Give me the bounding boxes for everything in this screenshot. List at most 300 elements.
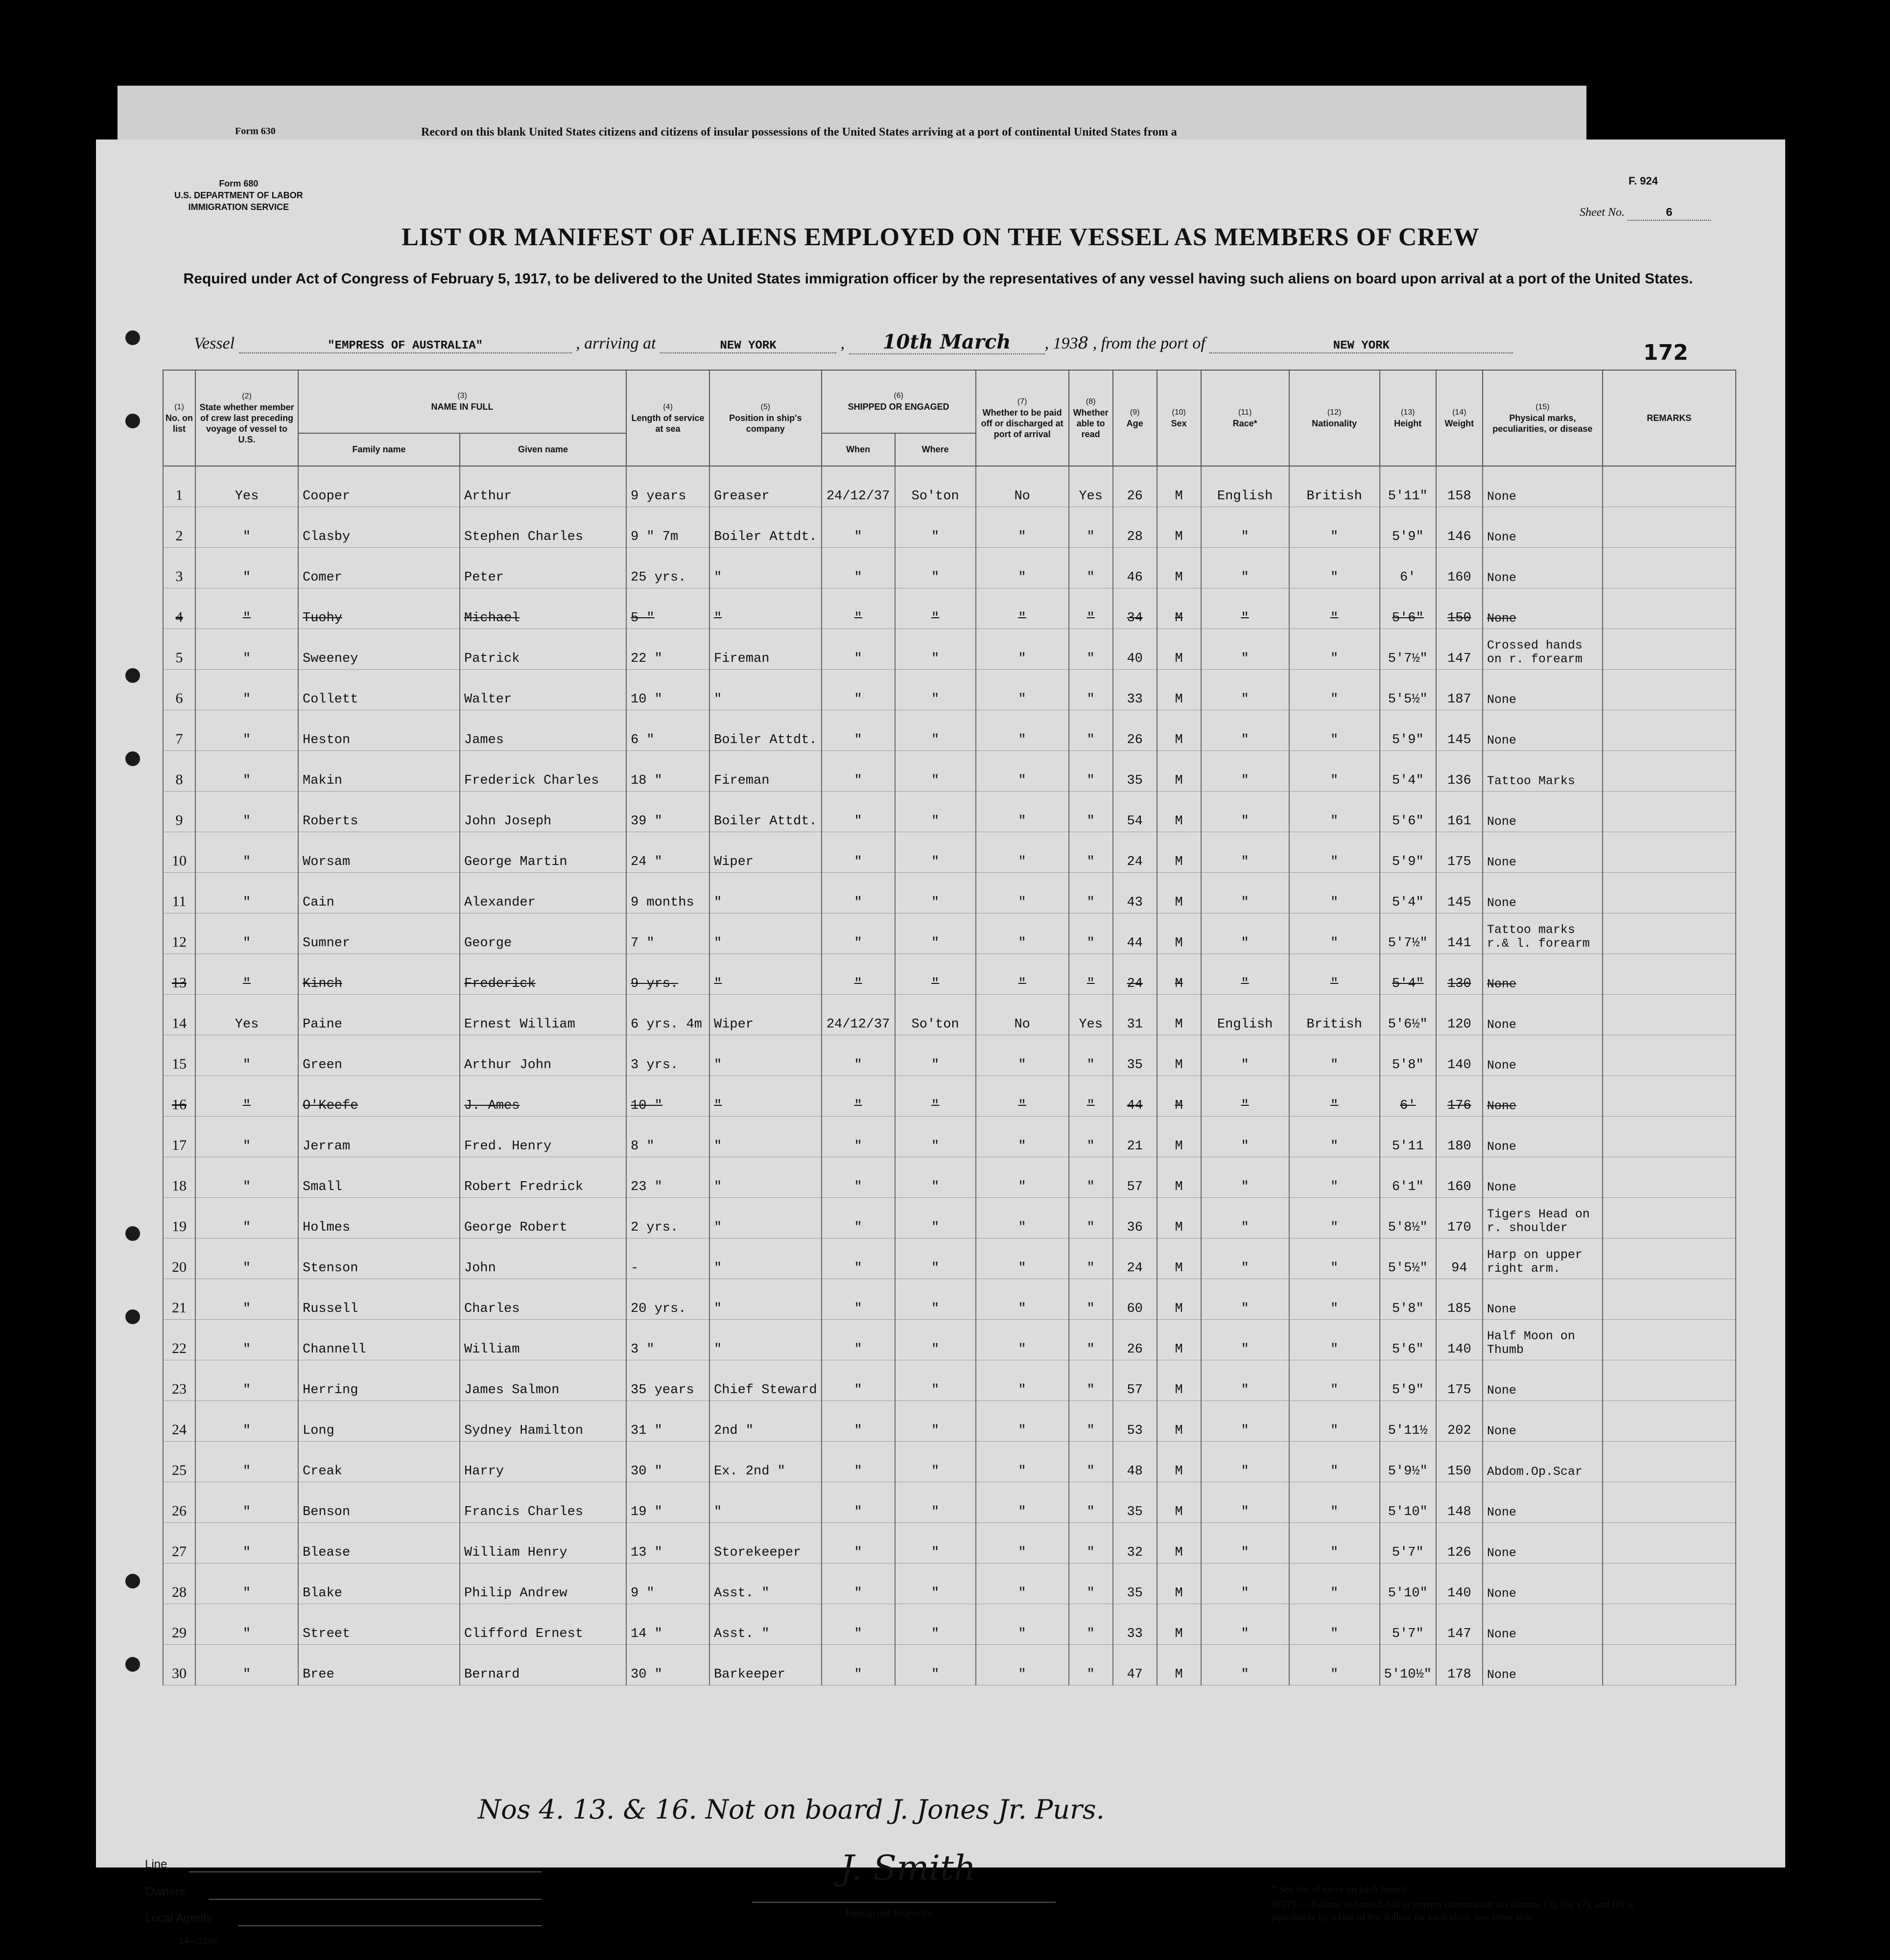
cell-position: Chief Steward [709, 1360, 822, 1401]
cell-paid-off: " [976, 954, 1069, 995]
cell-remarks [1603, 629, 1736, 670]
cell-sex: M [1157, 873, 1201, 913]
cell-weight: 148 [1436, 1482, 1483, 1523]
cell-shipped-when: " [822, 1320, 895, 1360]
cell-physical-marks: Half Moon on Thumb [1483, 1320, 1603, 1360]
cell-paid-off: " [976, 1238, 1069, 1279]
cell-service-length: 14 " [626, 1604, 709, 1645]
cell-race: " [1201, 1157, 1289, 1198]
cell-age: 44 [1113, 913, 1157, 954]
cell-given-name: Harry [460, 1442, 626, 1482]
cell-sex: M [1157, 588, 1201, 629]
cell-age: 40 [1113, 629, 1157, 670]
cell-physical-marks: None [1483, 1401, 1603, 1442]
cell-race: " [1201, 1035, 1289, 1076]
cell-nationality: " [1289, 1360, 1380, 1401]
cell-paid-off: " [976, 1442, 1069, 1482]
cell-sex: M [1157, 1279, 1201, 1320]
cell-row-number: 18 [163, 1157, 195, 1198]
cell-service-length: 9 years [626, 466, 709, 507]
cell-paid-off: " [976, 507, 1069, 548]
cell-race: " [1201, 873, 1289, 913]
cell-race: " [1201, 548, 1289, 588]
cell-shipped-when: " [822, 1238, 895, 1279]
cell-weight: 126 [1436, 1523, 1483, 1563]
cell-given-name: John [460, 1238, 626, 1279]
cell-family-name: Stenson [298, 1238, 460, 1279]
cell-row-number: 11 [163, 873, 195, 913]
year-prefix: , 193 [1044, 334, 1078, 352]
cell-shipped-where: So'ton [895, 995, 976, 1035]
cell-physical-marks: None [1483, 1076, 1603, 1117]
table-row [163, 832, 1736, 873]
cell-previous-voyage: " [195, 751, 298, 792]
cell-shipped-when: " [822, 1117, 895, 1157]
cell-given-name: George Martin [460, 832, 626, 873]
table-row [163, 1320, 1736, 1360]
cell-position: Asst. " [709, 1563, 822, 1604]
cell-physical-marks: None [1483, 1279, 1603, 1320]
cell-shipped-when: " [822, 548, 895, 588]
cell-row-number: 10 [163, 832, 195, 873]
cell-remarks [1603, 751, 1736, 792]
cell-family-name: O'Keefe [298, 1076, 460, 1117]
cell-race: " [1201, 1401, 1289, 1442]
cell-weight: 158 [1436, 466, 1483, 507]
cell-race: " [1201, 1117, 1289, 1157]
cell-weight: 160 [1436, 548, 1483, 588]
cell-race: " [1201, 832, 1289, 873]
form-number: Form 680 [219, 179, 259, 188]
cell-remarks [1603, 1360, 1736, 1401]
cell-row-number: 30 [163, 1645, 195, 1685]
cell-age: 54 [1113, 792, 1157, 832]
cell-able-to-read: " [1069, 507, 1113, 548]
cell-row-number: 9 [163, 792, 195, 832]
cell-given-name: Walter [460, 670, 626, 710]
department-name: U.S. DEPARTMENT OF LABOR [174, 190, 303, 200]
cell-weight: 94 [1436, 1238, 1483, 1279]
cell-race: " [1201, 588, 1289, 629]
cell-sex: M [1157, 1035, 1201, 1076]
cell-nationality: " [1289, 792, 1380, 832]
cell-position: Wiper [709, 995, 822, 1035]
cell-able-to-read: " [1069, 1076, 1113, 1117]
cell-position: " [709, 954, 822, 995]
cell-height: 5'10½" [1380, 1645, 1436, 1685]
cell-nationality: " [1289, 751, 1380, 792]
cell-service-length: 9 " [626, 1563, 709, 1604]
cell-position: " [709, 913, 822, 954]
cell-family-name: Roberts [298, 792, 460, 832]
cell-age: 57 [1113, 1360, 1157, 1401]
cell-physical-marks: None [1483, 1035, 1603, 1076]
cell-physical-marks: Abdom.Op.Scar [1483, 1442, 1603, 1482]
cell-remarks [1603, 1401, 1736, 1442]
cell-previous-voyage: Yes [195, 995, 298, 1035]
cell-paid-off: " [976, 913, 1069, 954]
cell-shipped-when: " [822, 1645, 895, 1685]
cell-shipped-when: " [822, 1198, 895, 1238]
cell-height: 5'10" [1380, 1482, 1436, 1523]
cell-nationality: " [1289, 1523, 1380, 1563]
cell-paid-off: " [976, 832, 1069, 873]
cell-shipped-when: 24/12/37 [822, 466, 895, 507]
cell-shipped-where: " [895, 1360, 976, 1401]
back-sheet-text: Record on this blank United States citizens and citizens of insular possessions of the United States arriving at a port of continental United States from a [421, 126, 1177, 139]
cell-family-name: Long [298, 1401, 460, 1442]
cell-race: " [1201, 629, 1289, 670]
cell-able-to-read: " [1069, 1035, 1113, 1076]
punch-hole [125, 1226, 140, 1241]
cell-able-to-read: " [1069, 1117, 1113, 1157]
cell-weight: 202 [1436, 1401, 1483, 1442]
cell-family-name: Cooper [298, 466, 460, 507]
cell-height: 5'9" [1380, 832, 1436, 873]
table-row [163, 670, 1736, 710]
cell-family-name: Comer [298, 548, 460, 588]
cell-given-name: Frederick Charles [460, 751, 626, 792]
vessel-line: Vessel "EMPRESS OF AUSTRALIA" , arriving at NEW YORK , 10th March , 1938 , from the port of NEW YORK [194, 330, 1513, 354]
cell-nationality: " [1289, 1563, 1380, 1604]
cell-shipped-where: " [895, 1320, 976, 1360]
cell-previous-voyage: " [195, 1279, 298, 1320]
cell-shipped-when: " [822, 792, 895, 832]
cell-height: 5'11" [1380, 466, 1436, 507]
cell-row-number: 12 [163, 913, 195, 954]
cell-position: " [709, 1279, 822, 1320]
cell-height: 5'11 [1380, 1117, 1436, 1157]
cell-nationality: " [1289, 873, 1380, 913]
cell-weight: 187 [1436, 670, 1483, 710]
col-where-header: Where [895, 433, 976, 466]
cell-position: " [709, 1117, 822, 1157]
cell-age: 21 [1113, 1117, 1157, 1157]
cell-height: 5'6" [1380, 588, 1436, 629]
cell-physical-marks: None [1483, 995, 1603, 1035]
cell-given-name: Frederick [460, 954, 626, 995]
cell-shipped-when: " [822, 1360, 895, 1401]
cell-service-length: 6 " [626, 710, 709, 751]
handwritten-note: Nos 4. 13. & 16. Not on board J. Jones Jr. Purs. [478, 1794, 1105, 1825]
cell-able-to-read: " [1069, 1482, 1113, 1523]
cell-shipped-where: " [895, 792, 976, 832]
form-code: 14—1246 [179, 1936, 218, 1946]
cell-shipped-where: " [895, 1238, 976, 1279]
cell-height: 5'6" [1380, 792, 1436, 832]
cell-age: 34 [1113, 588, 1157, 629]
cell-remarks [1603, 1157, 1736, 1198]
cell-remarks [1603, 1238, 1736, 1279]
cell-given-name: Peter [460, 548, 626, 588]
cell-height: 5'7" [1380, 1523, 1436, 1563]
cell-sex: M [1157, 1523, 1201, 1563]
cell-given-name: William [460, 1320, 626, 1360]
cell-able-to-read: " [1069, 751, 1113, 792]
cell-previous-voyage: " [195, 1035, 298, 1076]
cell-height: 5'4" [1380, 954, 1436, 995]
cell-paid-off: " [976, 1360, 1069, 1401]
cell-paid-off: " [976, 1076, 1069, 1117]
cell-able-to-read: " [1069, 913, 1113, 954]
cell-previous-voyage: " [195, 507, 298, 548]
cell-shipped-where: " [895, 1076, 976, 1117]
cell-service-length: 39 " [626, 792, 709, 832]
cell-family-name: Russell [298, 1279, 460, 1320]
back-sheet-form: Form 630 [235, 126, 276, 137]
cell-nationality: " [1289, 1198, 1380, 1238]
cell-previous-voyage: " [195, 548, 298, 588]
col-nationality-header: (12) Nationality [1289, 370, 1380, 466]
punch-hole [125, 1309, 140, 1324]
cell-shipped-when: " [822, 873, 895, 913]
cell-row-number: 1 [163, 466, 195, 507]
cell-service-length: 22 " [626, 629, 709, 670]
cell-service-length: 31 " [626, 1401, 709, 1442]
cell-race: English [1201, 466, 1289, 507]
cell-able-to-read: " [1069, 1198, 1113, 1238]
sheet-number: 6 [1628, 207, 1711, 221]
cell-family-name: Green [298, 1035, 460, 1076]
cell-shipped-where: " [895, 832, 976, 873]
fine-note: NOTE.—Failure to furnish full or correct information in columns (3), (6), (7), and (8) is punishable by a fine of ten dollars for each alien. See other side. [1271, 1898, 1634, 1923]
cell-height: 5'10" [1380, 1563, 1436, 1604]
cell-age: 44 [1113, 1076, 1157, 1117]
cell-paid-off: " [976, 1482, 1069, 1523]
cell-given-name: John Joseph [460, 792, 626, 832]
cell-able-to-read: " [1069, 1645, 1113, 1685]
cell-previous-voyage: " [195, 710, 298, 751]
inspector-label: Immigrant Inspector. [845, 1907, 936, 1919]
cell-physical-marks: None [1483, 873, 1603, 913]
cell-previous-voyage: " [195, 792, 298, 832]
cell-able-to-read: " [1069, 1442, 1113, 1482]
cell-height: 5'6" [1380, 1320, 1436, 1360]
cell-row-number: 26 [163, 1482, 195, 1523]
cell-shipped-where: So'ton [895, 466, 976, 507]
cell-position: Boiler Attdt. [709, 792, 822, 832]
cell-position: " [709, 873, 822, 913]
f-number: F. 924 [1629, 175, 1658, 187]
cell-given-name: Sydney Hamilton [460, 1401, 626, 1442]
cell-row-number: 16 [163, 1076, 195, 1117]
cell-weight: 161 [1436, 792, 1483, 832]
cell-shipped-when: " [822, 1035, 895, 1076]
cell-position: " [709, 1076, 822, 1117]
cell-shipped-where: " [895, 1198, 976, 1238]
cell-nationality: " [1289, 832, 1380, 873]
cell-shipped-where: " [895, 1401, 976, 1442]
cell-shipped-where: " [895, 629, 976, 670]
cell-weight: 140 [1436, 1563, 1483, 1604]
cell-race: " [1201, 1320, 1289, 1360]
cell-given-name: Bernard [460, 1645, 626, 1685]
cell-row-number: 25 [163, 1442, 195, 1482]
cell-row-number: 24 [163, 1401, 195, 1442]
cell-row-number: 23 [163, 1360, 195, 1401]
cell-height: 5'9" [1380, 710, 1436, 751]
cell-race: " [1201, 1645, 1289, 1685]
cell-race: " [1201, 1279, 1289, 1320]
cell-previous-voyage: " [195, 1238, 298, 1279]
cell-weight: 150 [1436, 588, 1483, 629]
cell-shipped-where: " [895, 1117, 976, 1157]
cell-physical-marks: None [1483, 710, 1603, 751]
col-weight-header: (14) Weight [1436, 370, 1483, 466]
cell-race: " [1201, 1604, 1289, 1645]
cell-sex: M [1157, 466, 1201, 507]
cell-sex: M [1157, 1238, 1201, 1279]
cell-weight: 150 [1436, 1442, 1483, 1482]
page-number: 172 [1643, 340, 1688, 365]
crew-rows [163, 466, 1736, 1685]
cell-age: 24 [1113, 1238, 1157, 1279]
cell-remarks [1603, 1320, 1736, 1360]
cell-position: " [709, 1035, 822, 1076]
cell-nationality: " [1289, 954, 1380, 995]
cell-position: Greaser [709, 466, 822, 507]
col-given-name-header: Given name [460, 433, 626, 466]
owners-label: Owners [145, 1885, 186, 1898]
cell-row-number: 3 [163, 548, 195, 588]
cell-physical-marks: None [1483, 588, 1603, 629]
cell-previous-voyage: " [195, 1442, 298, 1482]
cell-physical-marks: None [1483, 1117, 1603, 1157]
arriving-port: NEW YORK [660, 339, 836, 353]
cell-previous-voyage: " [195, 629, 298, 670]
cell-nationality: " [1289, 1117, 1380, 1157]
cell-nationality: " [1289, 1035, 1380, 1076]
cell-race: " [1201, 1238, 1289, 1279]
cell-service-length: 9 yrs. [626, 954, 709, 995]
cell-remarks [1603, 792, 1736, 832]
cell-family-name: Sweeney [298, 629, 460, 670]
cell-physical-marks: None [1483, 1645, 1603, 1685]
cell-sex: M [1157, 913, 1201, 954]
cell-service-length: 3 yrs. [626, 1035, 709, 1076]
cell-service-length: 18 " [626, 751, 709, 792]
cell-paid-off: " [976, 629, 1069, 670]
cell-given-name: Philip Andrew [460, 1563, 626, 1604]
cell-nationality: " [1289, 710, 1380, 751]
cell-family-name: Holmes [298, 1198, 460, 1238]
cell-row-number: 2 [163, 507, 195, 548]
cell-position: Boiler Attdt. [709, 710, 822, 751]
cell-position: 2nd " [709, 1401, 822, 1442]
cell-previous-voyage: " [195, 1523, 298, 1563]
cell-weight: 140 [1436, 1320, 1483, 1360]
cell-sex: M [1157, 832, 1201, 873]
cell-sex: M [1157, 1117, 1201, 1157]
cell-given-name: Patrick [460, 629, 626, 670]
cell-family-name: Benson [298, 1482, 460, 1523]
cell-height: 5'6½" [1380, 995, 1436, 1035]
table-row [163, 1076, 1736, 1117]
cell-nationality: " [1289, 1279, 1380, 1320]
cell-able-to-read: " [1069, 1401, 1113, 1442]
cell-age: 47 [1113, 1645, 1157, 1685]
cell-paid-off: " [976, 1157, 1069, 1198]
cell-age: 28 [1113, 507, 1157, 548]
cell-sex: M [1157, 1320, 1201, 1360]
cell-service-length: 10 " [626, 1076, 709, 1117]
cell-paid-off: " [976, 1523, 1069, 1563]
cell-height: 5'9" [1380, 1360, 1436, 1401]
cell-shipped-when: " [822, 1157, 895, 1198]
table-row [163, 954, 1736, 995]
cell-family-name: Street [298, 1604, 460, 1645]
cell-remarks [1603, 1035, 1736, 1076]
cell-service-length: 6 yrs. 4m [626, 995, 709, 1035]
cell-height: 5'7" [1380, 1604, 1436, 1645]
cell-remarks [1603, 1279, 1736, 1320]
cell-height: 5'9½" [1380, 1442, 1436, 1482]
cell-height: 6'1" [1380, 1157, 1436, 1198]
cell-family-name: Makin [298, 751, 460, 792]
cell-nationality: " [1289, 1076, 1380, 1117]
cell-height: 5'8" [1380, 1279, 1436, 1320]
form-department-block [174, 178, 303, 213]
cell-remarks [1603, 466, 1736, 507]
cell-shipped-when: " [822, 710, 895, 751]
cell-shipped-where: " [895, 913, 976, 954]
cell-remarks [1603, 873, 1736, 913]
cell-sex: M [1157, 710, 1201, 751]
cell-able-to-read: " [1069, 1320, 1113, 1360]
cell-age: 31 [1113, 995, 1157, 1035]
cell-physical-marks: None [1483, 670, 1603, 710]
manifest-page [96, 140, 1785, 1946]
cell-race: " [1201, 751, 1289, 792]
cell-family-name: Cain [298, 873, 460, 913]
vessel-label: Vessel [194, 334, 235, 352]
cell-nationality: " [1289, 1442, 1380, 1482]
cell-sex: M [1157, 548, 1201, 588]
cell-physical-marks: None [1483, 507, 1603, 548]
cell-remarks [1603, 507, 1736, 548]
cell-weight: 141 [1436, 913, 1483, 954]
cell-shipped-where: " [895, 751, 976, 792]
cell-given-name: Alexander [460, 873, 626, 913]
cell-weight: 120 [1436, 995, 1483, 1035]
cell-weight: 180 [1436, 1117, 1483, 1157]
cell-position: " [709, 588, 822, 629]
cell-physical-marks: Tattoo Marks [1483, 751, 1603, 792]
cell-shipped-when: " [822, 1563, 895, 1604]
cell-nationality: " [1289, 629, 1380, 670]
cell-physical-marks: None [1483, 1604, 1603, 1645]
cell-given-name: Charles [460, 1279, 626, 1320]
cell-age: 35 [1113, 751, 1157, 792]
cell-paid-off: " [976, 1401, 1069, 1442]
cell-service-length: 19 " [626, 1482, 709, 1523]
cell-previous-voyage: " [195, 1157, 298, 1198]
cell-previous-voyage: Yes [195, 466, 298, 507]
cell-service-length: 13 " [626, 1523, 709, 1563]
cell-service-length: 5 " [626, 588, 709, 629]
cell-shipped-when: " [822, 1442, 895, 1482]
cell-weight: 147 [1436, 629, 1483, 670]
cell-physical-marks: None [1483, 1563, 1603, 1604]
cell-family-name: Clasby [298, 507, 460, 548]
cell-race: " [1201, 1442, 1289, 1482]
table-row [163, 792, 1736, 832]
cell-given-name: Michael [460, 588, 626, 629]
cell-race: " [1201, 670, 1289, 710]
cell-shipped-where: " [895, 710, 976, 751]
agents-field [238, 1925, 542, 1926]
cell-shipped-where: " [895, 1442, 976, 1482]
